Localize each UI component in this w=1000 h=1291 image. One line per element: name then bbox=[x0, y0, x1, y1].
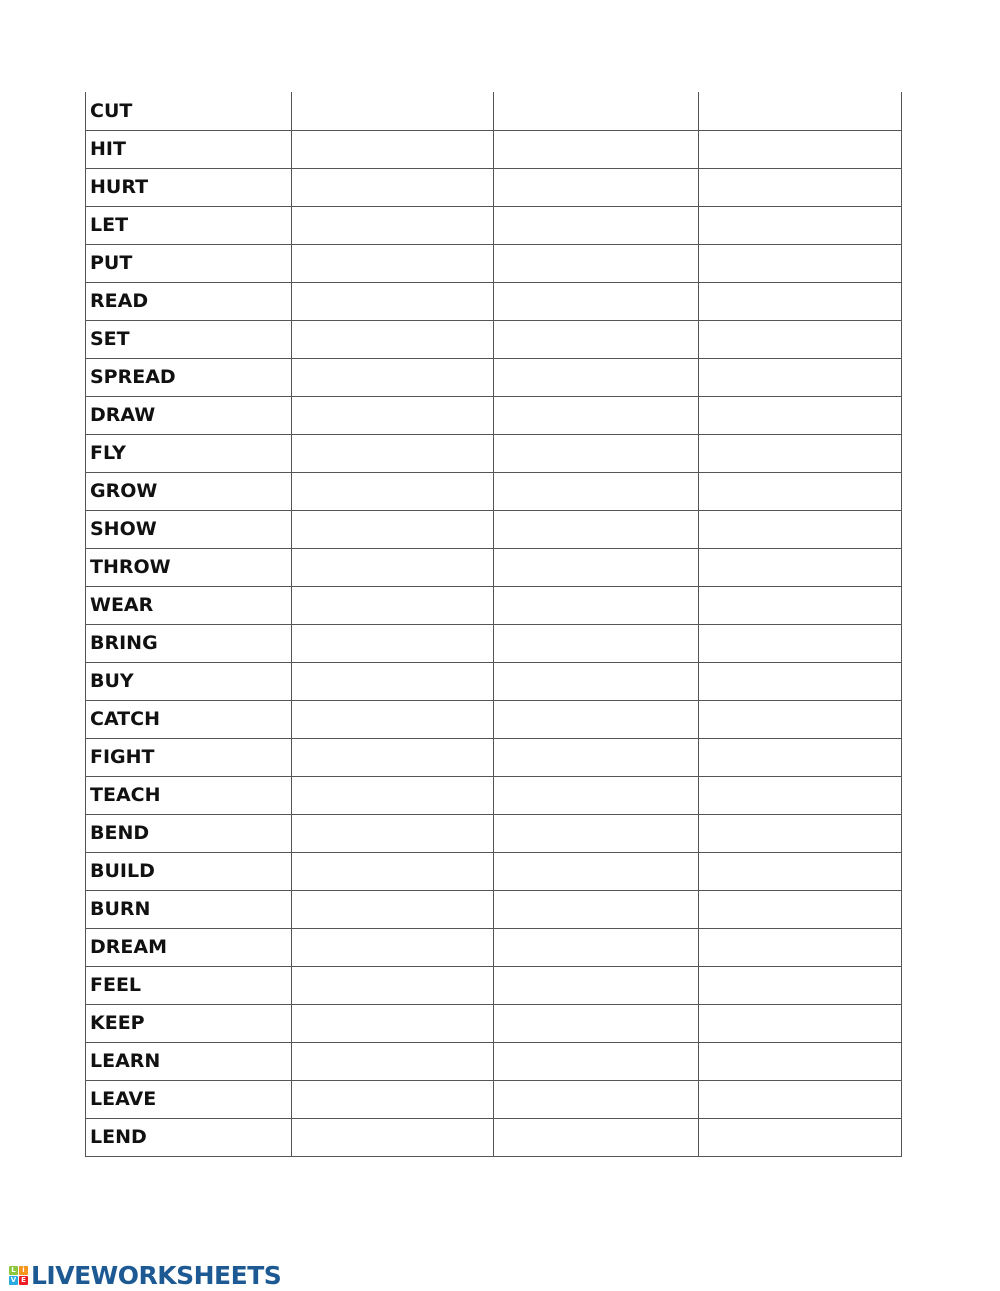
table-row bbox=[86, 1118, 902, 1156]
answer-cell[interactable] bbox=[292, 472, 494, 510]
table-row bbox=[86, 1004, 902, 1042]
logo-mark-tile: E bbox=[19, 1276, 28, 1285]
answer-cell[interactable] bbox=[699, 206, 902, 244]
answer-cell[interactable] bbox=[494, 358, 699, 396]
answer-cell[interactable] bbox=[699, 548, 902, 586]
answer-cell[interactable] bbox=[494, 852, 699, 890]
answer-cell[interactable] bbox=[494, 168, 699, 206]
answer-cell[interactable] bbox=[292, 700, 494, 738]
answer-cell[interactable] bbox=[699, 320, 902, 358]
answer-cell[interactable] bbox=[292, 586, 494, 624]
answer-cell[interactable] bbox=[494, 206, 699, 244]
answer-cell[interactable] bbox=[494, 320, 699, 358]
table-row bbox=[86, 168, 902, 206]
verb-cell: LET bbox=[86, 206, 292, 244]
answer-cell[interactable] bbox=[292, 624, 494, 662]
logo-mark-tile: V bbox=[10, 1276, 17, 1284]
answer-cell[interactable] bbox=[292, 852, 494, 890]
answer-cell[interactable] bbox=[292, 662, 494, 700]
answer-cell[interactable] bbox=[699, 282, 902, 320]
answer-cell[interactable] bbox=[699, 396, 902, 434]
table-row bbox=[86, 244, 902, 282]
verb-cell: FLY bbox=[86, 434, 292, 472]
verb-cell: FIGHT bbox=[86, 738, 292, 776]
table-row bbox=[86, 92, 902, 130]
table-row bbox=[86, 206, 902, 244]
verb-cell: BUILD bbox=[86, 852, 292, 890]
verb-cell: LEAVE bbox=[86, 1080, 292, 1118]
verb-cell: TEACH bbox=[86, 776, 292, 814]
answer-cell[interactable] bbox=[699, 700, 902, 738]
table-row bbox=[86, 586, 902, 624]
logo-mark-icon bbox=[9, 1266, 28, 1285]
answer-cell[interactable] bbox=[292, 548, 494, 586]
table-row bbox=[86, 624, 902, 662]
answer-cell[interactable] bbox=[292, 1042, 494, 1080]
answer-cell[interactable] bbox=[494, 1118, 699, 1156]
verb-cell: FEEL bbox=[86, 966, 292, 1004]
answer-cell[interactable] bbox=[699, 966, 902, 1004]
answer-cell[interactable] bbox=[292, 168, 494, 206]
verb-cell: SPREAD bbox=[86, 358, 292, 396]
logo-mark-tile: i bbox=[19, 1266, 28, 1275]
table-row bbox=[86, 282, 902, 320]
answer-cell[interactable] bbox=[699, 434, 902, 472]
verb-cell: SET bbox=[86, 320, 292, 358]
verb-cell: SHOW bbox=[86, 510, 292, 548]
table-row bbox=[86, 814, 902, 852]
answer-cell[interactable] bbox=[494, 700, 699, 738]
answer-cell[interactable] bbox=[494, 548, 699, 586]
verb-cell: GROW bbox=[86, 472, 292, 510]
answer-cell[interactable] bbox=[699, 586, 902, 624]
table-row bbox=[86, 1080, 902, 1118]
verb-cell: LEND bbox=[86, 1118, 292, 1156]
answer-cell[interactable] bbox=[494, 396, 699, 434]
answer-cell[interactable] bbox=[494, 738, 699, 776]
answer-cell[interactable] bbox=[699, 472, 902, 510]
answer-cell[interactable] bbox=[494, 1004, 699, 1042]
verb-cell: PUT bbox=[86, 244, 292, 282]
answer-cell[interactable] bbox=[494, 244, 699, 282]
table-row bbox=[86, 662, 902, 700]
answer-cell[interactable] bbox=[292, 358, 494, 396]
verb-cell: WEAR bbox=[86, 586, 292, 624]
answer-cell[interactable] bbox=[292, 1118, 494, 1156]
verb-cell: HURT bbox=[86, 168, 292, 206]
verb-cell: CATCH bbox=[86, 700, 292, 738]
table-row bbox=[86, 472, 902, 510]
table-row bbox=[86, 928, 902, 966]
answer-cell[interactable] bbox=[494, 1042, 699, 1080]
table-row bbox=[86, 434, 902, 472]
answer-cell[interactable] bbox=[494, 282, 699, 320]
answer-cell[interactable] bbox=[494, 92, 699, 130]
answer-cell[interactable] bbox=[494, 510, 699, 548]
table-row bbox=[86, 738, 902, 776]
answer-cell[interactable] bbox=[494, 776, 699, 814]
answer-cell[interactable] bbox=[494, 586, 699, 624]
answer-cell[interactable] bbox=[699, 814, 902, 852]
liveworksheets-logo bbox=[9, 1260, 281, 1290]
table-row bbox=[86, 396, 902, 434]
answer-cell[interactable] bbox=[292, 282, 494, 320]
verb-cell: BURN bbox=[86, 890, 292, 928]
logo-mark-tile: L bbox=[9, 1266, 18, 1275]
answer-cell[interactable] bbox=[494, 928, 699, 966]
table-row bbox=[86, 776, 902, 814]
table-row bbox=[86, 358, 902, 396]
answer-cell[interactable] bbox=[292, 320, 494, 358]
answer-cell[interactable] bbox=[292, 1080, 494, 1118]
verb-cell: BUY bbox=[86, 662, 292, 700]
answer-cell[interactable] bbox=[699, 738, 902, 776]
answer-cell[interactable] bbox=[699, 624, 902, 662]
answer-cell[interactable] bbox=[494, 662, 699, 700]
answer-cell[interactable] bbox=[699, 244, 902, 282]
verb-cell: KEEP bbox=[86, 1004, 292, 1042]
verb-cell: READ bbox=[86, 282, 292, 320]
table-row bbox=[86, 890, 902, 928]
worksheet-table-container bbox=[85, 92, 901, 1157]
answer-cell[interactable] bbox=[292, 928, 494, 966]
verb-table bbox=[85, 92, 902, 1157]
verb-cell: THROW bbox=[86, 548, 292, 586]
verb-cell: CUT bbox=[86, 92, 292, 130]
answer-cell[interactable] bbox=[292, 510, 494, 548]
answer-cell[interactable] bbox=[494, 814, 699, 852]
verb-cell: LEARN bbox=[86, 1042, 292, 1080]
answer-cell[interactable] bbox=[494, 890, 699, 928]
answer-cell[interactable] bbox=[494, 624, 699, 662]
answer-cell[interactable] bbox=[494, 434, 699, 472]
table-row bbox=[86, 700, 902, 738]
answer-cell[interactable] bbox=[699, 1004, 902, 1042]
answer-cell[interactable] bbox=[292, 92, 494, 130]
answer-cell[interactable] bbox=[292, 206, 494, 244]
answer-cell[interactable] bbox=[494, 966, 699, 1004]
verb-cell: DREAM bbox=[86, 928, 292, 966]
answer-cell[interactable] bbox=[292, 814, 494, 852]
table-row bbox=[86, 852, 902, 890]
answer-cell[interactable] bbox=[699, 358, 902, 396]
answer-cell[interactable] bbox=[292, 966, 494, 1004]
answer-cell[interactable] bbox=[699, 168, 902, 206]
answer-cell[interactable] bbox=[699, 928, 902, 966]
answer-cell[interactable] bbox=[292, 130, 494, 168]
answer-cell[interactable] bbox=[292, 434, 494, 472]
table-row bbox=[86, 966, 902, 1004]
table-row bbox=[86, 548, 902, 586]
answer-cell[interactable] bbox=[494, 130, 699, 168]
answer-cell[interactable] bbox=[292, 244, 494, 282]
answer-cell[interactable] bbox=[292, 396, 494, 434]
answer-cell[interactable] bbox=[292, 1004, 494, 1042]
answer-cell[interactable] bbox=[292, 776, 494, 814]
answer-cell[interactable] bbox=[699, 776, 902, 814]
answer-cell[interactable] bbox=[699, 662, 902, 700]
answer-cell[interactable] bbox=[699, 510, 902, 548]
verb-cell: HIT bbox=[86, 130, 292, 168]
table-row bbox=[86, 130, 902, 168]
answer-cell[interactable] bbox=[699, 1042, 902, 1080]
table-row bbox=[86, 320, 902, 358]
answer-cell[interactable] bbox=[699, 92, 902, 130]
answer-cell[interactable] bbox=[699, 130, 902, 168]
answer-cell[interactable] bbox=[699, 852, 902, 890]
verb-cell: DRAW bbox=[86, 396, 292, 434]
verb-cell: BRING bbox=[86, 624, 292, 662]
answer-cell[interactable] bbox=[699, 890, 902, 928]
logo-text: LIVEWORKSHEETS bbox=[31, 1260, 282, 1290]
table-row bbox=[86, 1042, 902, 1080]
answer-cell[interactable] bbox=[494, 1080, 699, 1118]
answer-cell[interactable] bbox=[292, 890, 494, 928]
answer-cell[interactable] bbox=[699, 1118, 902, 1156]
verb-cell: BEND bbox=[86, 814, 292, 852]
answer-cell[interactable] bbox=[699, 1080, 902, 1118]
table-row bbox=[86, 510, 902, 548]
answer-cell[interactable] bbox=[494, 472, 699, 510]
verb-table-body bbox=[86, 92, 902, 1156]
answer-cell[interactable] bbox=[292, 738, 494, 776]
